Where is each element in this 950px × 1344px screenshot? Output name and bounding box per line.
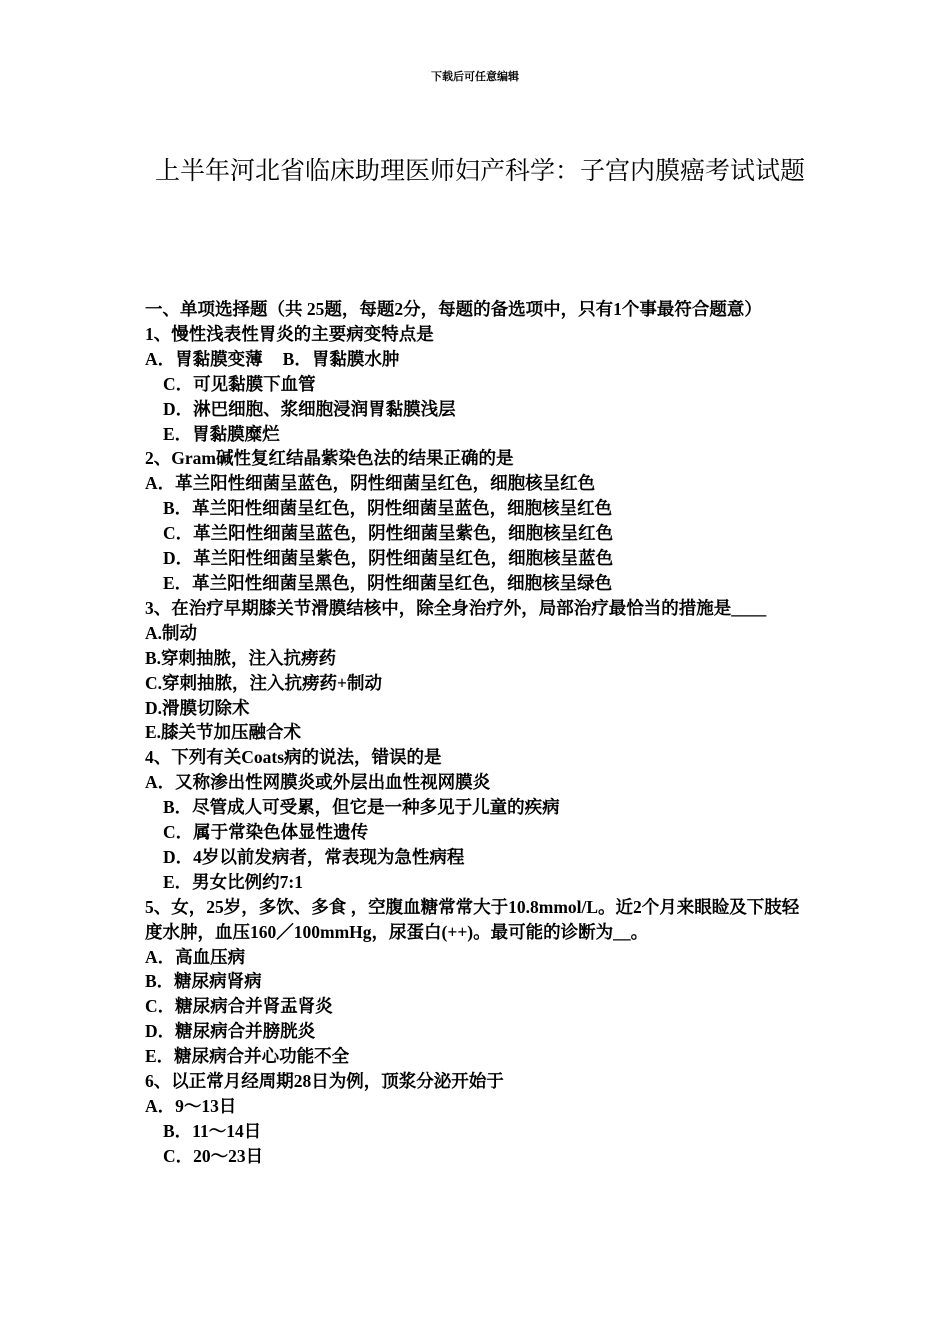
option: B.穿刺抽脓，注入抗痨药 [145, 647, 337, 668]
option: D．淋巴细胞、浆细胞浸润胃黏膜浅层 [163, 398, 456, 419]
option: A．革兰阳性细菌呈蓝色，阴性细菌呈红色，细胞核呈红色 [145, 473, 596, 494]
option: D．4岁以前发病者，常表现为急性病程 [163, 846, 465, 867]
option: E.膝关节加压融合术 [145, 722, 302, 743]
section-heading: 一、单项选择题（共 25题，每题2分，每题的备选项中，只有1个事最符合题意） [145, 299, 762, 319]
option: C．革兰阳性细菌呈蓝色，阴性细菌呈紫色，细胞核呈红色 [163, 523, 614, 544]
question-stem: 4、下列有关Coats病的说法，错误的是 [145, 747, 442, 768]
option: B．革兰阳性细菌呈红色，阴性细菌呈蓝色，细胞核呈红色 [163, 498, 613, 519]
page-title: 上半年河北省临床助理医师妇产科学：子宫内膜癌考试试题 [154, 156, 805, 185]
option: E．男女比例约7:1 [163, 871, 303, 892]
option: E．胃黏膜糜烂 [163, 423, 280, 444]
header-note: 下载后可任意编辑 [431, 70, 519, 83]
option: A．胃黏膜变薄 [145, 348, 263, 369]
question-stem: 1、慢性浅表性胃炎的主要病变特点是 [145, 323, 434, 344]
question-stem: 2、Gram碱性复红结晶紫染色法的结果正确的是 [145, 448, 514, 469]
option: C．糖尿病合并肾盂肾炎 [145, 996, 333, 1017]
option: B．胃黏膜水肿 [282, 348, 400, 369]
option: D.滑膜切除术 [145, 697, 250, 718]
option: D．糖尿病合并膀胱炎 [145, 1021, 316, 1042]
option: B．11～14日 [163, 1120, 262, 1141]
option: C．20～23日 [163, 1145, 264, 1166]
option: E．革兰阳性细菌呈黑色，阴性细菌呈红色，细胞核呈绿色 [163, 572, 613, 593]
option: E．糖尿病合并心功能不全 [145, 1046, 350, 1067]
question-stem: 5、女，25岁，多饮、多食 ，空腹血糖常常大于10.8mmol/L。近2个月来眼睑及下肢轻度水肿，血压160／100mmHg，尿蛋白(++)。最可能的诊断为__。 [145, 896, 800, 942]
option: A.制动 [145, 622, 198, 643]
question-stem: 6、以正常月经周期28日为例，顶浆分泌开始于 [145, 1071, 504, 1092]
option: A．高血压病 [145, 946, 246, 967]
option: C．属于常染色体显性遗传 [163, 822, 369, 843]
option-row [145, 347, 813, 372]
option: C．可见黏膜下血管 [163, 373, 316, 394]
option: D．革兰阳性细菌呈紫色，阴性细菌呈红色，细胞核呈蓝色 [163, 548, 614, 569]
option: A．9～13日 [145, 1096, 237, 1116]
option: C.穿刺抽脓，注入抗痨药+制动 [145, 672, 382, 693]
option: A．又称渗出性网膜炎或外层出血性视网膜炎 [145, 772, 491, 793]
option: B．尽管成人可受累，但它是一种多见于儿童的疾病 [163, 797, 560, 818]
option: B．糖尿病肾病 [145, 971, 262, 992]
question-stem: 3、在治疗早期膝关节滑膜结核中，除全身治疗外，局部治疗最恰当的措施是____ [145, 597, 767, 618]
document-body [145, 297, 813, 1169]
